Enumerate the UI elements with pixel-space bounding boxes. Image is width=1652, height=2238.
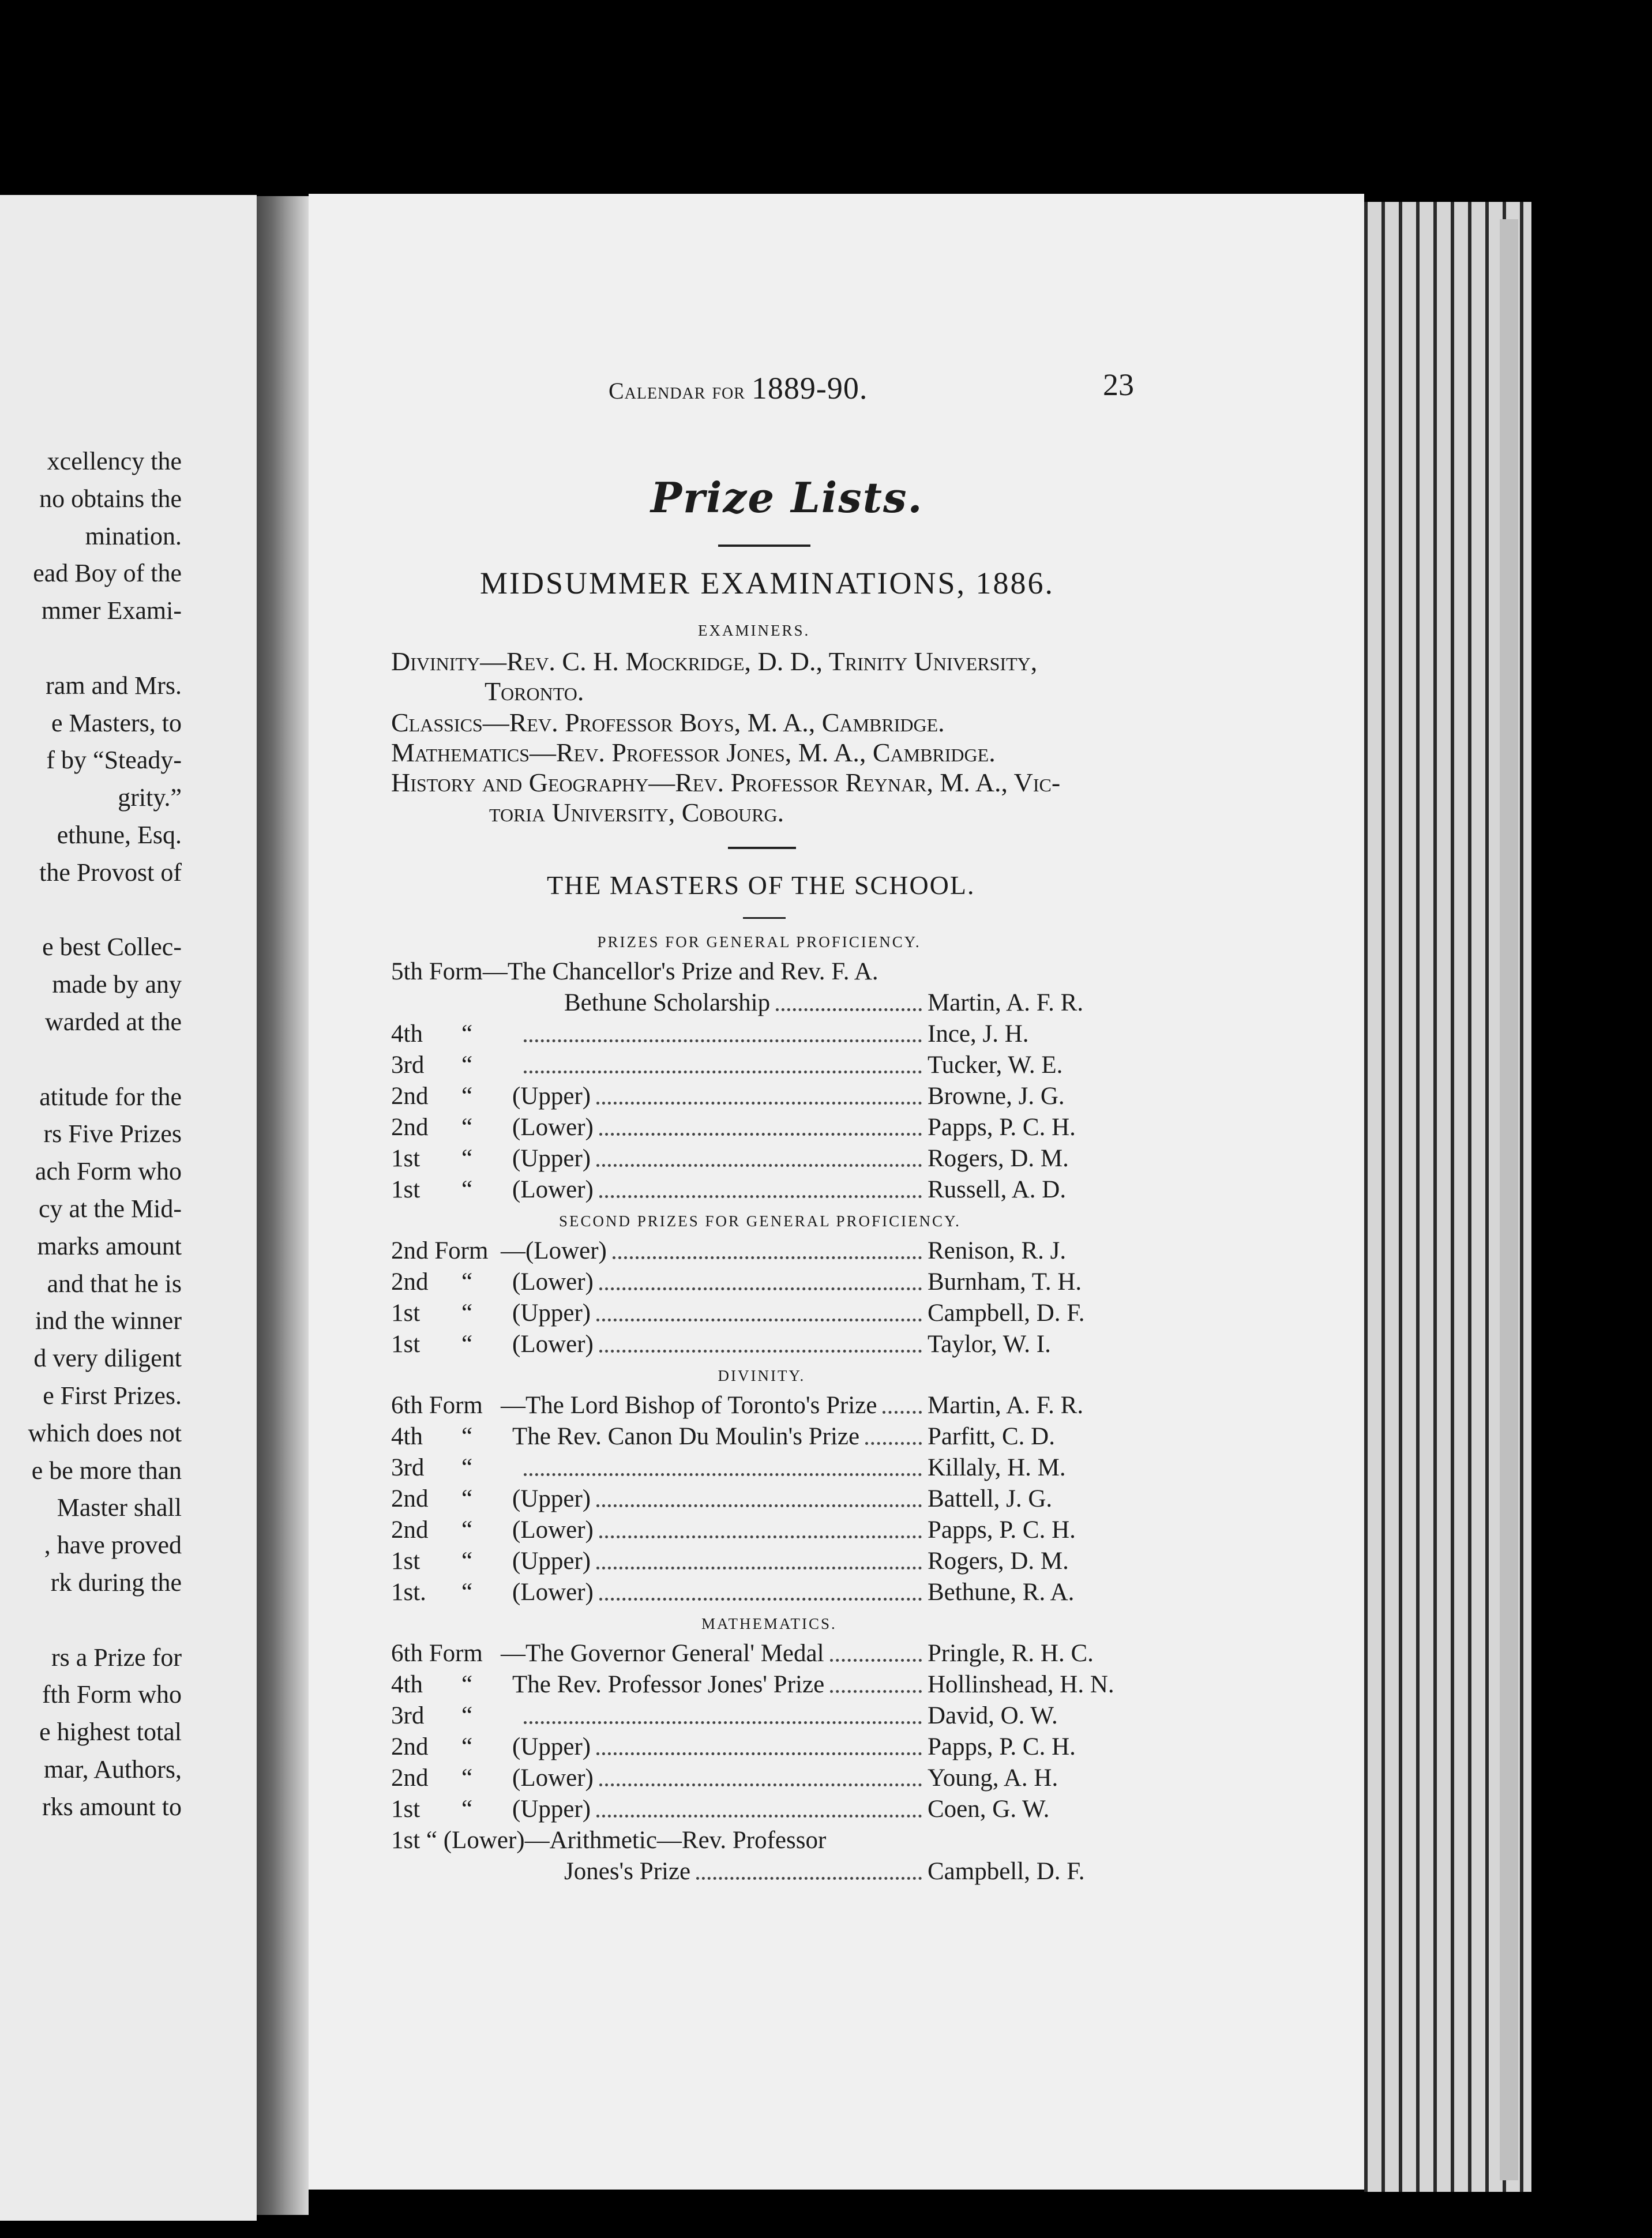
ditto-mark: “ [461,1702,473,1729]
prize-row [391,1330,1181,1365]
ditto-mark: “ [461,1083,473,1110]
prize-row [391,1639,1181,1674]
prize-winner: Martin, A. F. R. [928,1392,1084,1419]
prize-description: The Rev. Canon Du Moulin's Prize [512,1423,860,1450]
left-page-line: mination. [85,521,182,550]
dot-leader [596,1314,922,1321]
left-page-line: ind the winner [35,1306,182,1335]
dot-leader [776,1004,922,1011]
prize-winner: Coen, G. W. [928,1796,1050,1823]
examiner-subject: Mathematics [391,738,530,767]
prize-form: 1st [391,1796,420,1823]
prize-form: 2nd [391,1485,429,1512]
page-edges-end [1500,219,1518,2180]
prize-row [391,1113,1181,1148]
prize-row [391,989,1181,1023]
prize-winner: Rogers, D. M. [928,1548,1069,1575]
prize-form: 1st [391,1331,420,1358]
left-page [0,195,257,2221]
prize-winner: Killaly, H. M. [928,1454,1066,1481]
examiner-text: toria University, Cobourg. [489,798,784,827]
examiner-text: —Rev. C. H. Mockridge, D. D., Trinity University, [480,647,1038,676]
ditto-mark: “ [461,1114,473,1141]
prize-row [391,1422,1181,1457]
dot-leader [599,1283,922,1290]
prize-winner: Campbell, D. F. [928,1858,1085,1885]
left-page-line: e highest total [39,1718,182,1747]
dot-leader [599,1128,922,1136]
dot-leader [524,1469,922,1476]
masters-rule [743,917,786,919]
prize-winner: Pringle, R. H. C. [928,1640,1094,1667]
prize-winner: Browne, J. G. [928,1083,1065,1110]
examiner-text: Toronto. [485,677,584,706]
prize-row [391,1391,1181,1426]
left-page-line: no obtains the [39,484,182,513]
prize-winner: David, O. W. [928,1702,1058,1729]
ditto-mark: “ [461,1300,473,1327]
ditto-mark: “ [461,1733,473,1760]
prize-line: 5th Form—The Chancellor's Prize and Rev. F. A. [391,958,878,985]
prize-form: 6th Form [391,1392,483,1419]
ditto-mark: “ [461,1671,473,1698]
dot-leader [883,1406,922,1414]
examiner-subject: History and Geography [391,768,649,797]
prize-row [391,1454,1181,1488]
prize-description: (Lower) [512,1579,594,1606]
left-page-line: ethune, Esq. [57,821,182,849]
prize-description: (Upper) [512,1083,591,1110]
book-gutter [257,196,309,2215]
prize-description: (Lower) [512,1331,594,1358]
prize-row [391,1268,1181,1302]
dot-leader [599,1779,922,1786]
dot-leader [596,1097,922,1105]
dot-leader [599,1531,922,1538]
left-page-line: f by “Steady- [46,746,182,775]
left-page-line: e Masters, to [51,708,182,737]
page-title: Prize Lists. [651,473,923,522]
prize-winner: Papps, P. C. H. [928,1516,1076,1544]
prize-row [391,1702,1181,1736]
prize-row [391,1764,1181,1798]
dot-leader [596,1159,922,1167]
left-page-line: mmer Exami- [41,596,182,625]
dot-leader [596,1810,922,1818]
prize-form: 2nd [391,1516,429,1544]
dot-leader [596,1500,922,1507]
prize-description: (Lower) [512,1176,594,1203]
ditto-mark: “ [461,1020,473,1047]
prize-description: (Upper) [512,1300,591,1327]
examiner-subject: Classics [391,708,483,737]
dot-leader [599,1593,922,1601]
dot-leader [830,1654,922,1662]
prize-row [391,1578,1181,1613]
prize-description: Jones's Prize [564,1858,691,1885]
prize-form: 4th [391,1671,423,1698]
prize-description: The Rev. Professor Jones' Prize [512,1671,825,1698]
prize-description: —(Lower) [501,1237,607,1264]
prize-description: (Upper) [512,1145,591,1172]
left-page-line: and that he is [47,1269,182,1298]
prize-form: 1st [391,1300,420,1327]
examiner-text: —Rev. Professor Reynar, M. A., Vic- [648,768,1061,797]
prize-form: 6th Form [391,1640,483,1667]
prize-row [391,1547,1181,1582]
ditto-mark: “ [461,1548,473,1575]
prize-row [391,1144,1181,1179]
prize-winner: Renison, R. J. [928,1237,1067,1264]
prize-form: 1st [391,1548,420,1575]
examiner-line [391,646,1037,677]
left-page-line: e First Prizes. [43,1381,182,1410]
prize-winner: Parfitt, C. D. [928,1423,1055,1450]
prize-form: 1st [391,1145,420,1172]
dot-leader [599,1345,922,1353]
ditto-mark: “ [461,1764,473,1792]
prize-winner: Campbell, D. F. [928,1300,1085,1327]
running-header [609,370,868,406]
examiner-text: —Rev. Professor Boys, M. A., Cambridge. [482,708,945,737]
left-page-line: Master shall [57,1493,182,1522]
examiner-subject: Divinity [391,647,480,676]
prize-winner: Burnham, T. H. [928,1268,1082,1296]
prize-form: 1st [391,1176,420,1203]
prize-row [391,1485,1181,1519]
prize-form: 1st. [391,1579,426,1606]
ditto-mark: “ [461,1145,473,1172]
prize-form: 3rd [391,1454,425,1481]
left-page-line: warded at the [45,1008,182,1036]
prize-row [391,1237,1181,1271]
main-heading: MIDSUMMER EXAMINATIONS, 1886. [480,566,1055,600]
prize-winner: Hollinshead, H. N. [928,1671,1114,1698]
prize-description: (Upper) [512,1485,591,1512]
left-page-line: made by any [52,970,182,999]
prize-line: 1st “ (Lower)—Arithmetic—Rev. Professor [391,1827,827,1854]
title-rule [718,545,810,547]
prize-row [391,1795,1181,1830]
prize-form: 3rd [391,1702,425,1729]
calendar-year: 1889-90. [751,371,868,405]
prize-description: —The Lord Bishop of Toronto's Prize [501,1392,877,1419]
examiners-heading: EXAMINERS. [698,622,810,639]
ditto-mark: “ [461,1454,473,1481]
divinity-heading: DIVINITY. [718,1367,806,1384]
prize-winner: Bethune, R. A. [928,1579,1075,1606]
left-page-line: the Provost of [39,858,182,887]
left-page-line: e best Collec- [42,933,182,962]
prize-row [391,1051,1181,1086]
prize-form: 3rd [391,1052,425,1079]
left-page-line: atitude for the [39,1082,182,1111]
left-page-line: fth Form who [42,1680,182,1709]
ditto-mark: “ [461,1052,473,1079]
prize-form: 4th [391,1423,423,1450]
left-page-line: xcellency the [47,447,182,475]
mathematics-heading: MATHEMATICS. [701,1615,837,1632]
prize-form: 2nd [391,1083,429,1110]
prize-form: 2nd [391,1268,429,1296]
left-page-line: rks amount to [42,1792,182,1821]
prize-description: (Lower) [512,1516,594,1544]
left-page-line: marks amount [37,1231,182,1260]
prize-winner: Young, A. H. [928,1764,1058,1792]
left-page-line: ach Form who [35,1157,182,1186]
examiner-text: —Rev. Professor Jones, M. A., Cambridge. [530,738,996,767]
examiners-rule [728,847,796,849]
prize-description: (Lower) [512,1114,594,1141]
dot-leader [524,1066,922,1073]
dot-leader [830,1685,922,1693]
masters-heading: THE MASTERS OF THE SCHOOL. [547,870,975,900]
prize-row [391,1516,1181,1550]
examiner-line [391,707,945,738]
left-page-line: e be more than [31,1456,182,1485]
prize-row [391,1020,1181,1054]
prize-winner: Russell, A. D. [928,1176,1067,1203]
prize-winner: Tucker, W. E. [928,1052,1063,1079]
prize-form: 4th [391,1020,423,1047]
left-page-line: which does not [28,1418,182,1447]
prize-description: (Lower) [512,1764,594,1792]
prize-row [391,1733,1181,1767]
prize-row [391,1857,1181,1892]
left-page-line: grity.” [118,783,182,812]
dot-leader [596,1748,922,1755]
ditto-mark: “ [461,1579,473,1606]
left-page-line: mar, Authors, [44,1755,182,1783]
left-page-line: ram and Mrs. [46,671,182,700]
ditto-mark: “ [461,1423,473,1450]
dot-leader [599,1191,922,1198]
left-page-line: rk during the [50,1568,182,1597]
ditto-mark: “ [461,1331,473,1358]
prize-form: 2nd [391,1764,429,1792]
prize-winner: Papps, P. C. H. [928,1733,1076,1760]
prize-row [391,1299,1181,1334]
prize-winner: Rogers, D. M. [928,1145,1069,1172]
dot-leader [596,1562,922,1569]
prize-row [391,1082,1181,1117]
ditto-mark: “ [461,1796,473,1823]
prize-description: (Upper) [512,1548,591,1575]
dot-leader [696,1872,922,1880]
prize-row [391,1176,1181,1210]
prize-form: 2nd [391,1114,429,1141]
examiner-line [485,676,584,707]
running-title: Calendar for [609,378,745,404]
left-page-line: ead Boy of the [33,559,182,588]
prize-description: (Lower) [512,1268,594,1296]
prize-description: Bethune Scholarship [564,989,771,1016]
examiner-line [489,797,784,828]
left-page-line: rs Five Prizes [43,1120,182,1148]
prize-row [391,1670,1181,1705]
prize-description: (Upper) [512,1733,591,1760]
left-page-line: d very diligent [33,1344,182,1373]
dot-leader [524,1717,922,1724]
prize-description: (Upper) [512,1796,591,1823]
prize-form: 2nd Form [391,1237,489,1264]
left-page-line: cy at the Mid- [38,1195,182,1223]
second-prizes-heading: SECOND PRIZES FOR GENERAL PROFICIENCY. [559,1212,961,1230]
prize-winner: Ince, J. H. [928,1020,1029,1047]
ditto-mark: “ [461,1268,473,1296]
ditto-mark: “ [461,1485,473,1512]
dot-leader [865,1437,922,1445]
ditto-mark: “ [461,1516,473,1544]
examiner-line [391,737,996,768]
prize-form: 2nd [391,1733,429,1760]
prize-winner: Papps, P. C. H. [928,1114,1076,1141]
examiner-line [391,767,1060,798]
ditto-mark: “ [461,1176,473,1203]
dot-leader [613,1252,922,1259]
prize-description: —The Governor General' Medal [501,1640,824,1667]
prize-winner: Martin, A. F. R. [928,989,1084,1016]
dot-leader [524,1035,922,1042]
prize-winner: Battell, J. G. [928,1485,1053,1512]
left-page-line: rs a Prize for [51,1643,182,1672]
page-number: 23 [1103,367,1134,402]
prize-winner: Taylor, W. I. [928,1331,1051,1358]
left-page-line: , have proved [44,1531,182,1560]
general-proficiency-heading: PRIZES FOR GENERAL PROFICIENCY. [597,933,921,951]
